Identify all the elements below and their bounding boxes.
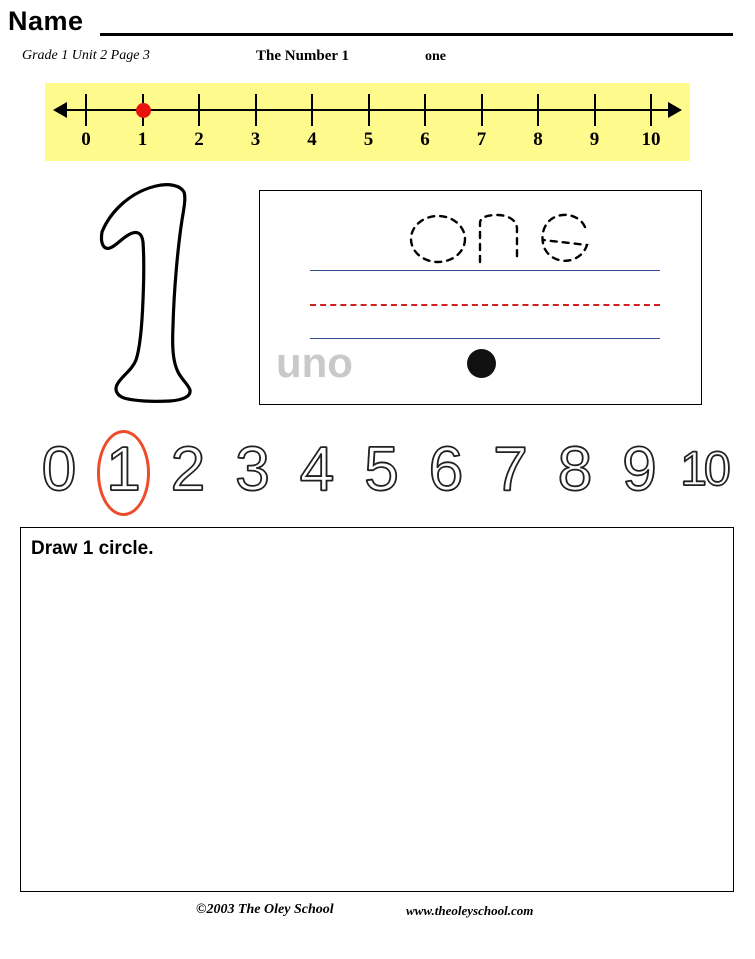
counting-dot — [467, 349, 496, 378]
number-line-tick-label: 3 — [250, 129, 261, 150]
numeral-strip-glyph: 2 — [170, 435, 206, 504]
numeral-strip-item[interactable] — [480, 432, 542, 512]
big-numeral-svg — [72, 176, 232, 408]
numeral-strip-item[interactable] — [93, 432, 155, 512]
numeral-strip-item[interactable] — [28, 432, 90, 512]
activity-box[interactable] — [20, 527, 734, 892]
big-numeral-one — [72, 176, 232, 408]
number-line-tick-label: 9 — [589, 129, 600, 150]
number-line-tick — [255, 94, 257, 126]
copyright-text: ©2003 The Oley School — [196, 902, 334, 917]
number-line-tick-label: 10 — [641, 129, 661, 150]
numeral-strip-item[interactable] — [157, 432, 219, 512]
numeral-strip-glyph: 0 — [41, 435, 77, 504]
number-line-marker — [136, 103, 151, 118]
numeral-strip-glyph: 5 — [364, 435, 399, 504]
tracing-box[interactable] — [259, 190, 702, 405]
name-write-line[interactable] — [100, 33, 733, 36]
number-line-tick — [594, 94, 596, 126]
website-text: www.theoleyschool.com — [406, 903, 534, 918]
number-line-tick — [368, 94, 370, 126]
number-line-tick — [85, 94, 87, 126]
arrow-right-icon — [668, 102, 682, 118]
number-line-tick — [537, 94, 539, 126]
worksheet-id: Grade 1 Unit 2 Page 3 — [22, 48, 150, 63]
numeral-strip-item[interactable] — [351, 432, 413, 512]
number-line-tick — [311, 94, 313, 126]
numeral-strip-item[interactable] — [673, 432, 735, 512]
number-line-tick-label: 6 — [420, 129, 430, 150]
numeral-strip-glyph: 6 — [428, 435, 464, 504]
numeral-strip-glyph: 9 — [622, 435, 657, 504]
number-line — [45, 83, 690, 161]
numeral-strip-glyph: 10 — [680, 443, 728, 496]
trace-word-one[interactable] — [400, 199, 620, 269]
number-line-tick-label: 7 — [476, 129, 487, 150]
trace-rule-top — [310, 270, 660, 271]
numeral-strip-item[interactable] — [415, 432, 477, 512]
arrow-left-icon — [53, 102, 67, 118]
number-line-tick-label: 5 — [363, 129, 374, 150]
numeral-strip-glyph: 4 — [299, 435, 335, 504]
numeral-strip — [20, 432, 740, 514]
numeral-strip-glyph: 7 — [493, 435, 528, 504]
number-line-tick-label: 1 — [137, 129, 148, 150]
numeral-strip-glyph: 3 — [235, 435, 270, 504]
trace-rule-bottom — [310, 338, 660, 339]
page-title: The Number 1 — [256, 48, 350, 64]
number-line-tick-label: 2 — [194, 129, 204, 150]
footer — [0, 902, 755, 926]
trace-rule-middle-dashed — [310, 304, 660, 306]
number-line-tick-label: 8 — [533, 129, 543, 150]
numeral-strip-item[interactable] — [609, 432, 671, 512]
name-row — [8, 6, 738, 40]
activity-instruction: Draw 1 circle. — [31, 538, 154, 559]
name-label: Name — [8, 6, 84, 36]
number-line-tick-label: 4 — [307, 129, 317, 150]
number-line-tick — [198, 94, 200, 126]
numeral-strip-item[interactable] — [222, 432, 284, 512]
spanish-word: uno — [276, 339, 353, 386]
number-line-tick-label: 0 — [81, 129, 91, 150]
trace-word-svg — [400, 199, 620, 269]
number-line-tick — [424, 94, 426, 126]
numeral-strip-glyph: 1 — [106, 435, 141, 504]
worksheet-meta-row — [0, 48, 755, 70]
numeral-strip-item[interactable] — [286, 432, 348, 512]
number-line-tick — [481, 94, 483, 126]
number-word: one — [425, 49, 446, 64]
numeral-strip-glyph: 8 — [557, 435, 593, 504]
number-line-tick — [650, 94, 652, 126]
numeral-strip-item[interactable] — [544, 432, 606, 512]
